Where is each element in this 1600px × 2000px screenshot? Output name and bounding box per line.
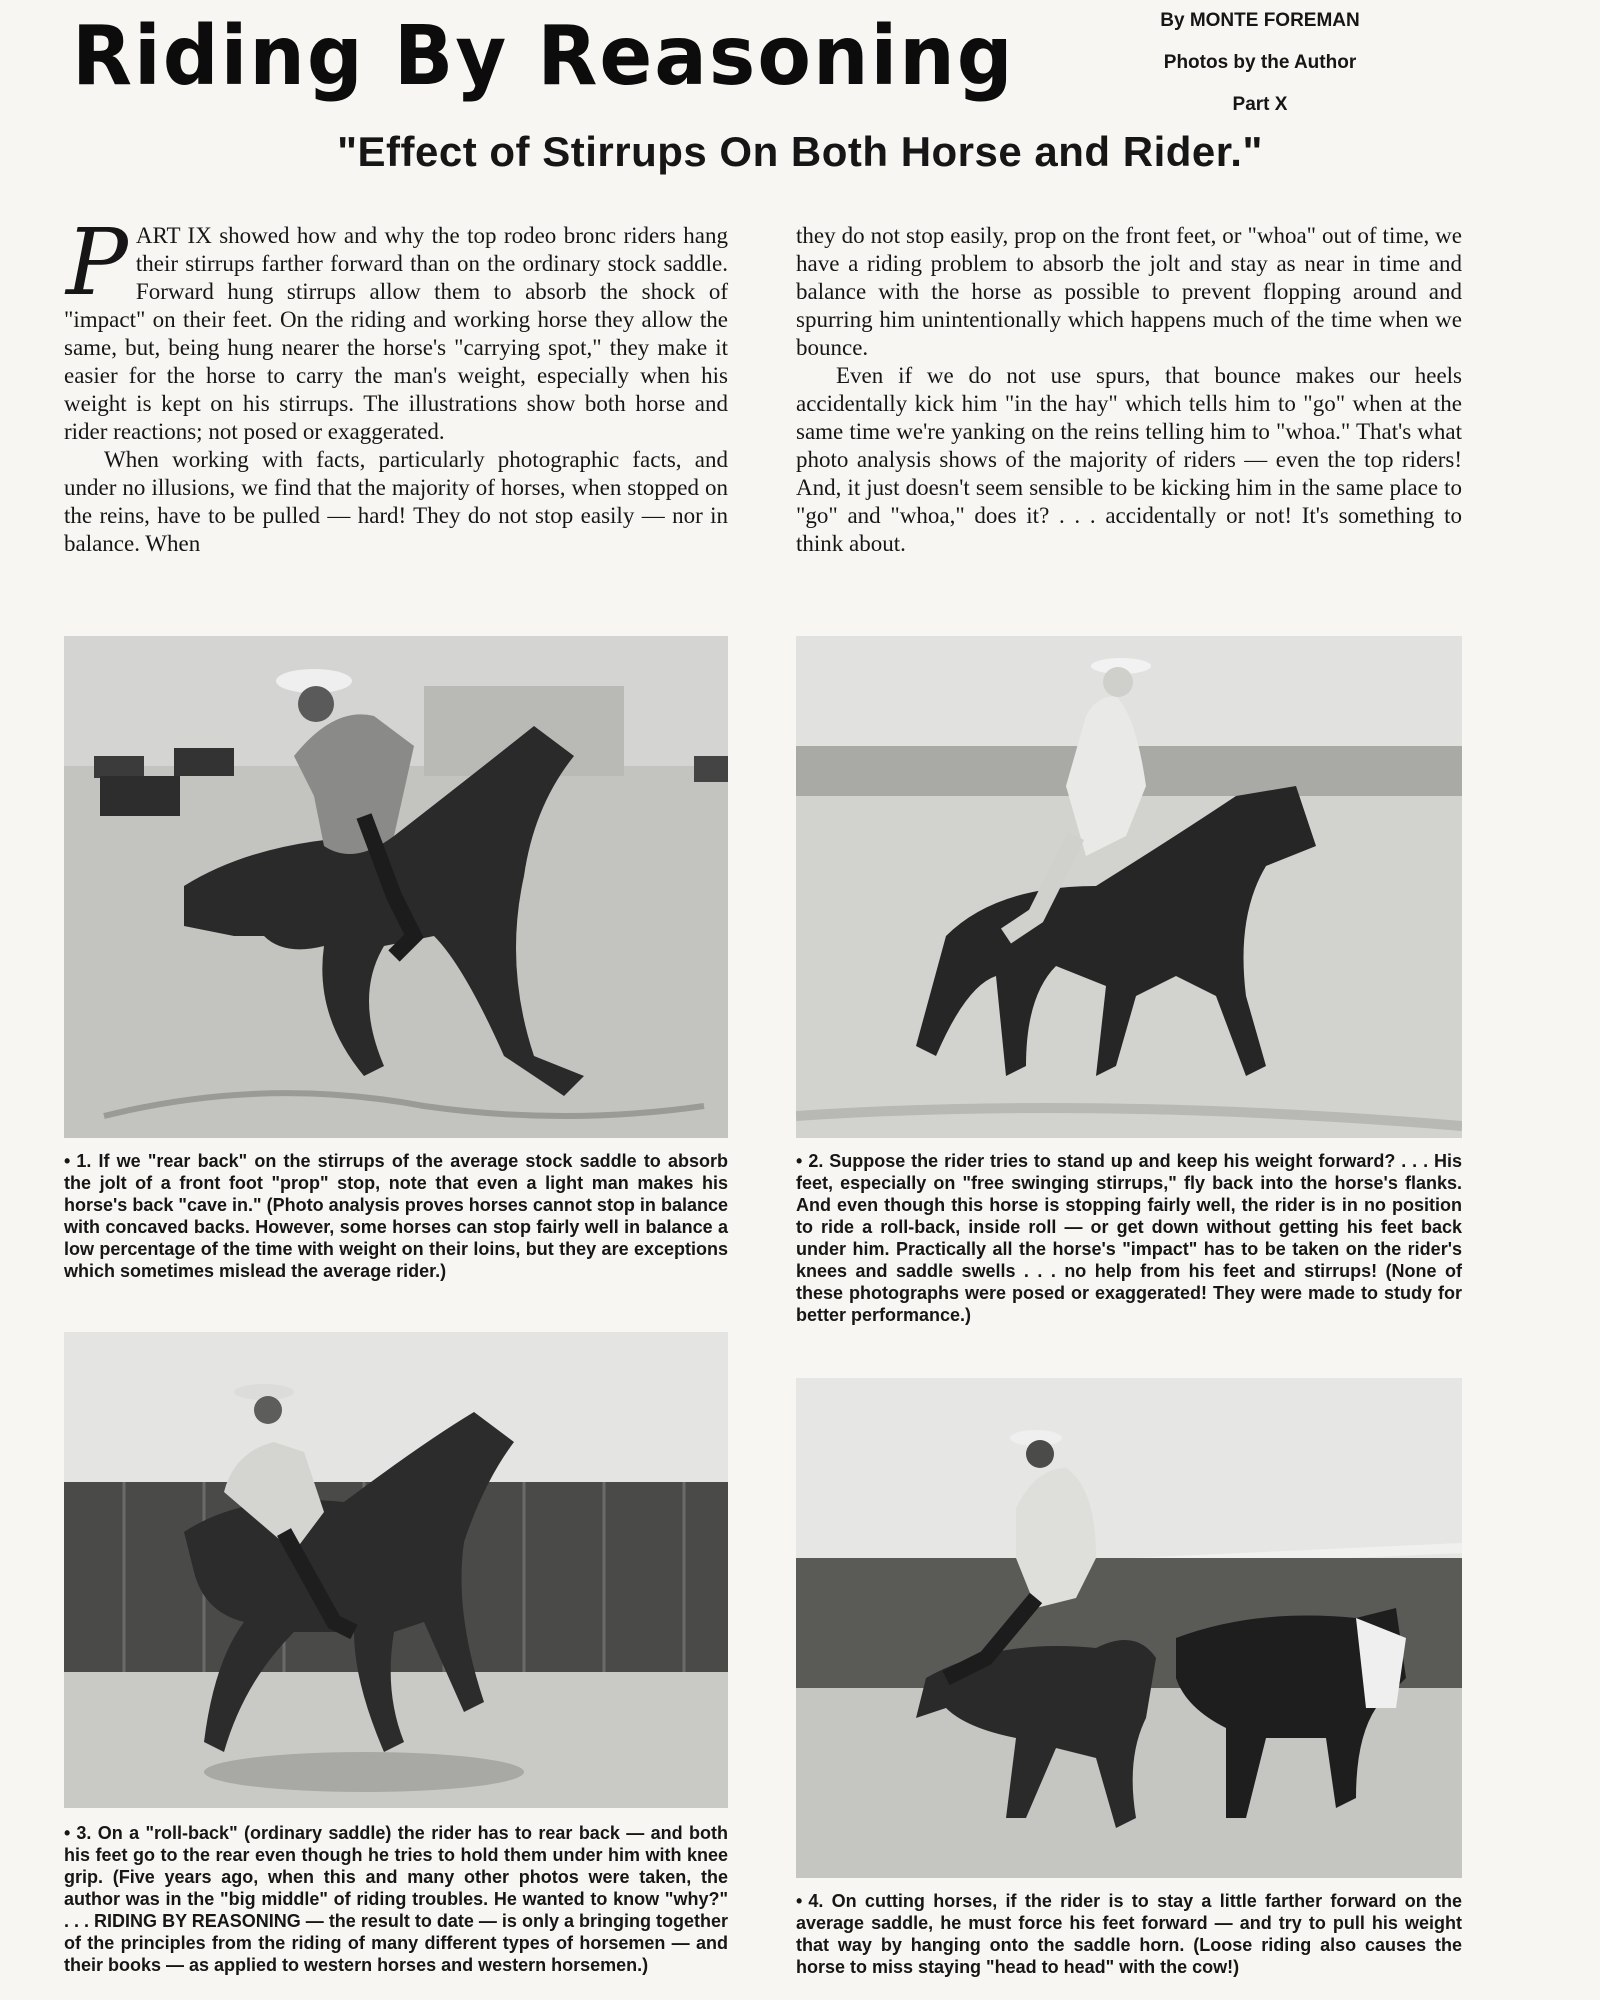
author-byline: By MONTE FOREMAN xyxy=(1160,10,1360,31)
caption-4-text: 4. On cutting horses, if the rider is to stay a little farther forward on the average saddle, he must force his feet forward — and try to pull his weight that way by hanging onto the saddle horn. (Loose riding also causes the horse to miss staying "head to head" with the cow!) xyxy=(796,1891,1462,1977)
caption-2 xyxy=(796,1150,1462,1326)
drop-cap: P xyxy=(66,209,128,316)
caption-1-bullet: • xyxy=(64,1151,71,1171)
page-title: Riding By Reasoning xyxy=(72,9,1015,104)
caption-4-bullet: • xyxy=(796,1891,803,1911)
article-subtitle: "Effect of Stirrups On Both Horse and Rider." xyxy=(337,128,1263,175)
caption-2-text: 2. Suppose the rider tries to stand up and keep his weight forward? . . . His feet, especially on "free swinging stirrups," fly back into the horse's flanks. And even though this horse is stopping fairly well, the rider is in no position to ride a roll-back, inside roll — or get down without getting his feet back under him. Practically all the horse's "impact" has to be taken on the rider's knees and saddle swells . . . no help from his feet and stirrups! (None of these photographs were posed or exaggerated! They were made to study for better performance.) xyxy=(796,1151,1462,1325)
caption-1-text: 1. If we "rear back" on the stirrups of the average stock saddle to absorb the jolt of a front foot "prop" stop, note that even a light man makes his horse's back "cave in." (Photo analysis proves horses cannot stop in balance with concaved backs. However, some horses can stop fairly well in balance a low percentage of the time with weight on their loins, but they are exceptions which sometimes mislead the average rider.) xyxy=(64,1151,728,1281)
caption-4 xyxy=(796,1890,1462,1978)
left-paragraph-1-text: ART IX showed how and why the top rodeo bronc riders hang their stirrups farther forward than on the ordinary stock saddle. Forward hung stirrups allow them to absorb the shock of "impact" on their feet. On the riding and working horse they allow the same, but, being hung nearer the horse's "carrying spot," they make it easier for the horse to carry the man's weight, especially when his weight is kept on his stirrups. The illustrations show both horse and rider reactions; not posed or exaggerated. xyxy=(64,223,728,444)
caption-1 xyxy=(64,1150,728,1282)
photo-1-rider-rear-back xyxy=(64,636,728,1138)
photo-4-cutting-horse xyxy=(796,1378,1462,1878)
photo-credit: Photos by the Author xyxy=(1163,52,1357,73)
left-paragraph-2: When working with facts, particularly photographic facts, and under no illusions, we find that the majority of horses, when stopped on the reins, have to be pulled — hard! They do not stop easily — nor in balance. When xyxy=(64,447,728,556)
left-text-column xyxy=(64,209,728,622)
right-paragraph-2: Even if we do not use spurs, that bounce makes our heels accidentally kick him "in the hay" which tells him to "go" when at the same time we're yanking on the reins telling him to "whoa." That's what photo analysis shows of the majority of riders — even the top riders! And, it just doesn't seem sensible to be kicking him in the same place to "go" and "whoa," does it? . . . accidentally or not! It's something to think about. xyxy=(796,363,1462,556)
photo-3-image xyxy=(64,1332,728,1808)
right-paragraph-1: they do not stop easily, prop on the front feet, or "whoa" out of time, we have a riding problem to absorb the jolt and stay as near in time and balance with the horse as possible to prevent flopping around and spurring him unintentionally which happens much of the time when we bounce. xyxy=(796,223,1462,360)
left-paragraph-1 xyxy=(64,209,728,446)
photo-4-image xyxy=(796,1378,1462,1878)
right-text-column xyxy=(796,222,1462,622)
photo-1-image xyxy=(64,636,728,1138)
caption-2-bullet: • xyxy=(796,1151,803,1171)
caption-3-bullet: • xyxy=(64,1823,71,1843)
photo-2-rider-standing xyxy=(796,636,1462,1138)
caption-3 xyxy=(64,1822,728,1976)
part-number: Part X xyxy=(1232,94,1288,115)
photo-2-image xyxy=(796,636,1462,1138)
caption-3-text: 3. On a "roll-back" (ordinary saddle) the rider has to rear back — and both his feet go to the rear even though he tries to hold them under him with knee grip. (Five years ago, when this and many other photos were taken, the author was in the "big middle" of riding troubles. He wanted to know "why?" . . . RIDING BY REASONING — the result to date — is only a bringing together of the principles from the riding of many different types of horsemen — and their books — as applied to western horses and western horsemen.) xyxy=(64,1823,728,1975)
masthead xyxy=(72,4,1022,104)
photo-3-roll-back xyxy=(64,1332,728,1808)
byline-block xyxy=(1130,4,1390,130)
